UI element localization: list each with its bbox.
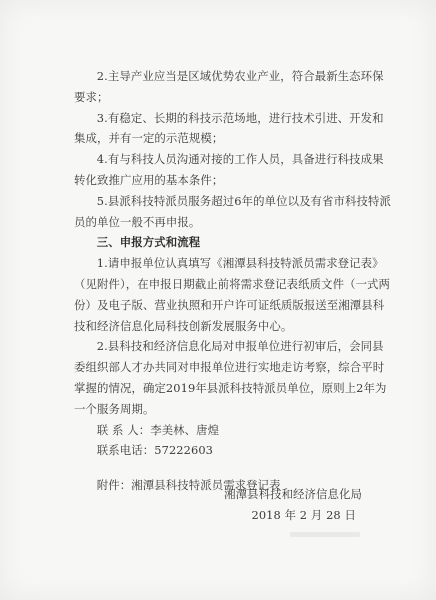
- requirement-3: 3.有稳定、长期的科技示范场地，进行技术引进、开发和集成，并有一定的示范规模；: [74, 110, 384, 146]
- document-body: [74, 66, 394, 522]
- procedure-1: 1.请申报单位认真填写《湘潭县科技特派员需求登记表》（见附件），在申报日期截止前将需求登记表纸质文件（一式两份）及电子版、营业执照和开户许可证纸质版报送至湘潭县科技和经济信息化局科技创新发展服务中心。: [74, 256, 391, 333]
- requirement-2: 2.主导产业应当是区域优势农业产业，符合最新生态环保要求；: [74, 69, 384, 104]
- contact-phone: 联系电话：57222603: [96, 443, 214, 458]
- contact-person: 联 系 人：李美林、唐煌: [96, 422, 220, 437]
- attachment-note: 附件：湘潭县科技特派员需求登记表: [96, 478, 281, 493]
- section-heading: 三、申报方式和流程: [96, 235, 201, 250]
- procedure-2: 2.县科技和经济信息化局对申报单位进行初审后，会同县委组织部人才办共同对申报单位进行实地走访考察，综合平时掌握的情况，确定2019年县派科技特派员单位，原则上2年为一个服务周期。: [74, 339, 387, 416]
- signature-organization: 湘潭县科技和经济信息化局: [224, 487, 362, 501]
- scan-artifact: [290, 532, 360, 537]
- signature-date: 2018 年 2 月 28 日: [251, 508, 356, 522]
- requirement-4: 4.有与科技人员沟通对接的工作人员，具备进行科技成果转化致推广应用的基本条件；: [74, 152, 384, 187]
- requirement-5: 5.县派科技特派员服务超过6年的单位以及有省市科技特派员的单位一般不再申报。: [74, 193, 391, 229]
